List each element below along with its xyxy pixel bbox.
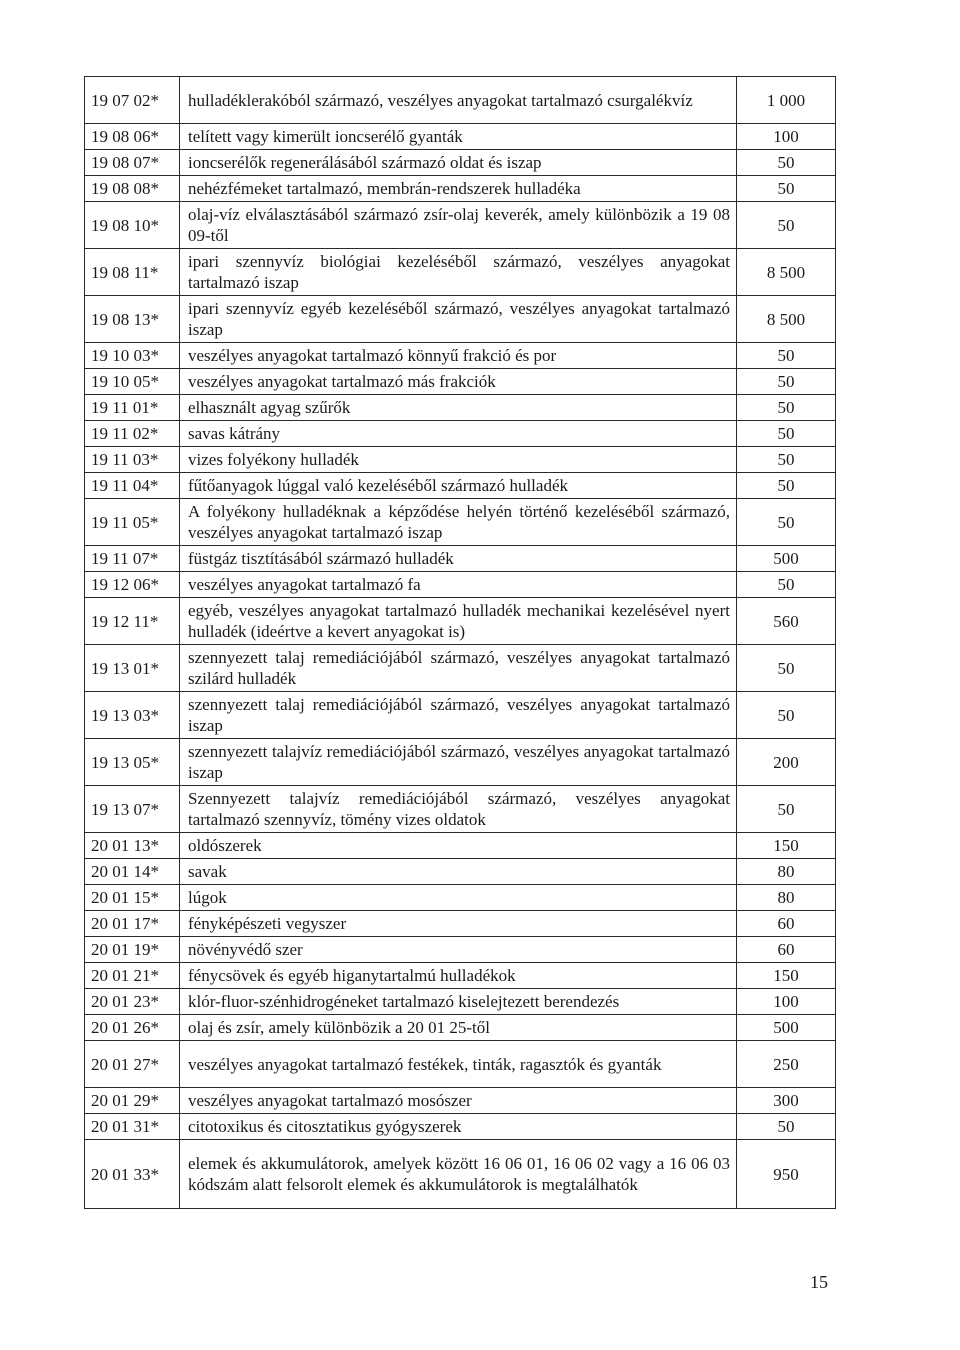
waste-code-cell: 20 01 13* — [85, 833, 180, 859]
description-cell: hulladéklerakóból származó, veszélyes anyagokat tartalmazó csurgalékvíz — [180, 77, 737, 124]
waste-code-cell: 19 12 11* — [85, 598, 180, 645]
waste-code-cell: 19 10 05* — [85, 369, 180, 395]
waste-code-cell: 19 13 05* — [85, 739, 180, 786]
description-cell: vizes folyékony hulladék — [180, 447, 737, 473]
waste-code-cell: 20 01 21* — [85, 963, 180, 989]
quantity-cell: 8 500 — [737, 296, 836, 343]
waste-code-cell: 19 08 07* — [85, 150, 180, 176]
description-cell: veszélyes anyagokat tartalmazó mosószer — [180, 1088, 737, 1114]
description-cell: ipari szennyvíz biológiai kezeléséből származó, veszélyes anyagokat tartalmazó iszap — [180, 249, 737, 296]
table-row — [85, 1088, 836, 1114]
description-cell: klór-fluor-szénhidrogéneket tartalmazó kiselejtezett berendezés — [180, 989, 737, 1015]
quantity-cell: 50 — [737, 343, 836, 369]
table-row — [85, 739, 836, 786]
waste-code-cell: 20 01 31* — [85, 1114, 180, 1140]
description-cell: savak — [180, 859, 737, 885]
table-row — [85, 124, 836, 150]
quantity-cell: 60 — [737, 937, 836, 963]
table-row — [85, 421, 836, 447]
description-cell: telített vagy kimerült ioncserélő gyanták — [180, 124, 737, 150]
waste-code-cell: 20 01 19* — [85, 937, 180, 963]
table-row — [85, 546, 836, 572]
table-row — [85, 786, 836, 833]
quantity-cell: 50 — [737, 473, 836, 499]
table-row — [85, 296, 836, 343]
table-row — [85, 989, 836, 1015]
table-row — [85, 499, 836, 546]
quantity-cell: 100 — [737, 989, 836, 1015]
description-cell: fűtőanyagok lúggal való kezeléséből származó hulladék — [180, 473, 737, 499]
quantity-cell: 50 — [737, 499, 836, 546]
quantity-cell: 200 — [737, 739, 836, 786]
table-row — [85, 692, 836, 739]
quantity-cell: 100 — [737, 124, 836, 150]
description-cell: nehézfémeket tartalmazó, membrán-rendszerek hulladéka — [180, 176, 737, 202]
waste-code-cell: 19 08 10* — [85, 202, 180, 249]
quantity-cell: 50 — [737, 447, 836, 473]
waste-code-cell: 20 01 29* — [85, 1088, 180, 1114]
quantity-cell: 50 — [737, 369, 836, 395]
quantity-cell: 1 000 — [737, 77, 836, 124]
waste-code-cell: 19 13 03* — [85, 692, 180, 739]
table-row — [85, 395, 836, 421]
table-body — [85, 77, 836, 1209]
waste-code-cell: 19 11 04* — [85, 473, 180, 499]
quantity-cell: 8 500 — [737, 249, 836, 296]
table-row — [85, 598, 836, 645]
description-cell: olaj-víz elválasztásából származó zsír-olaj keverék, amely különbözik a 19 08 09-től — [180, 202, 737, 249]
waste-code-cell: 20 01 23* — [85, 989, 180, 1015]
table-row — [85, 1140, 836, 1209]
quantity-cell: 50 — [737, 421, 836, 447]
description-cell: veszélyes anyagokat tartalmazó más frakciók — [180, 369, 737, 395]
quantity-cell: 50 — [737, 395, 836, 421]
waste-code-cell: 20 01 17* — [85, 911, 180, 937]
description-cell: elhasznált agyag szűrők — [180, 395, 737, 421]
table-row — [85, 447, 836, 473]
quantity-cell: 50 — [737, 150, 836, 176]
waste-code-cell: 20 01 26* — [85, 1015, 180, 1041]
quantity-cell: 50 — [737, 202, 836, 249]
description-cell: A folyékony hulladéknak a képződése helyén történő kezeléséből származó, veszélyes anyagokat tartalmazó iszap — [180, 499, 737, 546]
description-cell: egyéb, veszélyes anyagokat tartalmazó hulladék mechanikai kezelésével nyert hulladék (ideértve a kevert anyagokat is) — [180, 598, 737, 645]
waste-code-cell: 19 11 01* — [85, 395, 180, 421]
description-cell: veszélyes anyagokat tartalmazó fa — [180, 572, 737, 598]
table-row — [85, 645, 836, 692]
quantity-cell: 950 — [737, 1140, 836, 1209]
waste-code-cell: 19 11 05* — [85, 499, 180, 546]
page-number: 15 — [810, 1272, 828, 1292]
waste-code-cell: 19 08 06* — [85, 124, 180, 150]
quantity-cell: 150 — [737, 833, 836, 859]
quantity-cell: 500 — [737, 1015, 836, 1041]
description-cell: elemek és akkumulátorok, amelyek között 16 06 01, 16 06 02 vagy a 16 06 03 kódszám alatt felsorolt elemek és akkumulátorok is megtalálhatók — [180, 1140, 737, 1209]
description-cell: veszélyes anyagokat tartalmazó festékek, tinták, ragasztók és gyanták — [180, 1041, 737, 1088]
quantity-cell: 60 — [737, 911, 836, 937]
table-row — [85, 937, 836, 963]
waste-code-cell: 19 07 02* — [85, 77, 180, 124]
description-cell: szennyezett talaj remediációjából származó, veszélyes anyagokat tartalmazó szilárd hulladék — [180, 645, 737, 692]
waste-code-table — [84, 76, 836, 1209]
waste-code-cell: 20 01 27* — [85, 1041, 180, 1088]
description-cell: füstgáz tisztításából származó hulladék — [180, 546, 737, 572]
table-row — [85, 473, 836, 499]
description-cell: szennyezett talaj remediációjából származó, veszélyes anyagokat tartalmazó iszap — [180, 692, 737, 739]
quantity-cell: 300 — [737, 1088, 836, 1114]
waste-code-cell: 19 11 02* — [85, 421, 180, 447]
description-cell: ioncserélők regenerálásából származó oldat és iszap — [180, 150, 737, 176]
waste-code-cell: 19 08 11* — [85, 249, 180, 296]
quantity-cell: 50 — [737, 692, 836, 739]
quantity-cell: 50 — [737, 645, 836, 692]
table-row — [85, 963, 836, 989]
waste-code-cell: 19 12 06* — [85, 572, 180, 598]
waste-code-cell: 19 08 08* — [85, 176, 180, 202]
quantity-cell: 80 — [737, 885, 836, 911]
description-cell: fényképészeti vegyszer — [180, 911, 737, 937]
table-row — [85, 833, 836, 859]
table-row — [85, 1015, 836, 1041]
table-row — [85, 77, 836, 124]
quantity-cell: 50 — [737, 1114, 836, 1140]
waste-code-cell: 19 11 07* — [85, 546, 180, 572]
description-cell: növényvédő szer — [180, 937, 737, 963]
table-row — [85, 911, 836, 937]
table-row — [85, 1041, 836, 1088]
description-cell: Szennyezett talajvíz remediációjából származó, veszélyes anyagokat tartalmazó szennyvíz, tömény vizes oldatok — [180, 786, 737, 833]
quantity-cell: 250 — [737, 1041, 836, 1088]
table-row — [85, 859, 836, 885]
quantity-cell: 80 — [737, 859, 836, 885]
description-cell: oldószerek — [180, 833, 737, 859]
quantity-cell: 500 — [737, 546, 836, 572]
waste-code-cell: 19 11 03* — [85, 447, 180, 473]
description-cell: szennyezett talajvíz remediációjából származó, veszélyes anyagokat tartalmazó iszap — [180, 739, 737, 786]
table-row — [85, 369, 836, 395]
quantity-cell: 150 — [737, 963, 836, 989]
waste-code-cell: 20 01 15* — [85, 885, 180, 911]
table-row — [85, 343, 836, 369]
quantity-cell: 50 — [737, 572, 836, 598]
table-row — [85, 202, 836, 249]
waste-code-cell: 19 13 01* — [85, 645, 180, 692]
table-row — [85, 249, 836, 296]
description-cell: citotoxikus és citosztatikus gyógyszerek — [180, 1114, 737, 1140]
waste-code-cell: 19 08 13* — [85, 296, 180, 343]
waste-code-cell: 19 10 03* — [85, 343, 180, 369]
description-cell: ipari szennyvíz egyéb kezeléséből származó, veszélyes anyagokat tartalmazó iszap — [180, 296, 737, 343]
description-cell: veszélyes anyagokat tartalmazó könnyű frakció és por — [180, 343, 737, 369]
description-cell: savas kátrány — [180, 421, 737, 447]
waste-code-cell: 20 01 33* — [85, 1140, 180, 1209]
waste-code-cell: 20 01 14* — [85, 859, 180, 885]
description-cell: lúgok — [180, 885, 737, 911]
quantity-cell: 560 — [737, 598, 836, 645]
table-row — [85, 150, 836, 176]
table-row — [85, 572, 836, 598]
waste-code-cell: 19 13 07* — [85, 786, 180, 833]
table-row — [85, 1114, 836, 1140]
quantity-cell: 50 — [737, 786, 836, 833]
table-row — [85, 176, 836, 202]
description-cell: fénycsövek és egyéb higanytartalmú hulladékok — [180, 963, 737, 989]
table-row — [85, 885, 836, 911]
quantity-cell: 50 — [737, 176, 836, 202]
description-cell: olaj és zsír, amely különbözik a 20 01 25-től — [180, 1015, 737, 1041]
